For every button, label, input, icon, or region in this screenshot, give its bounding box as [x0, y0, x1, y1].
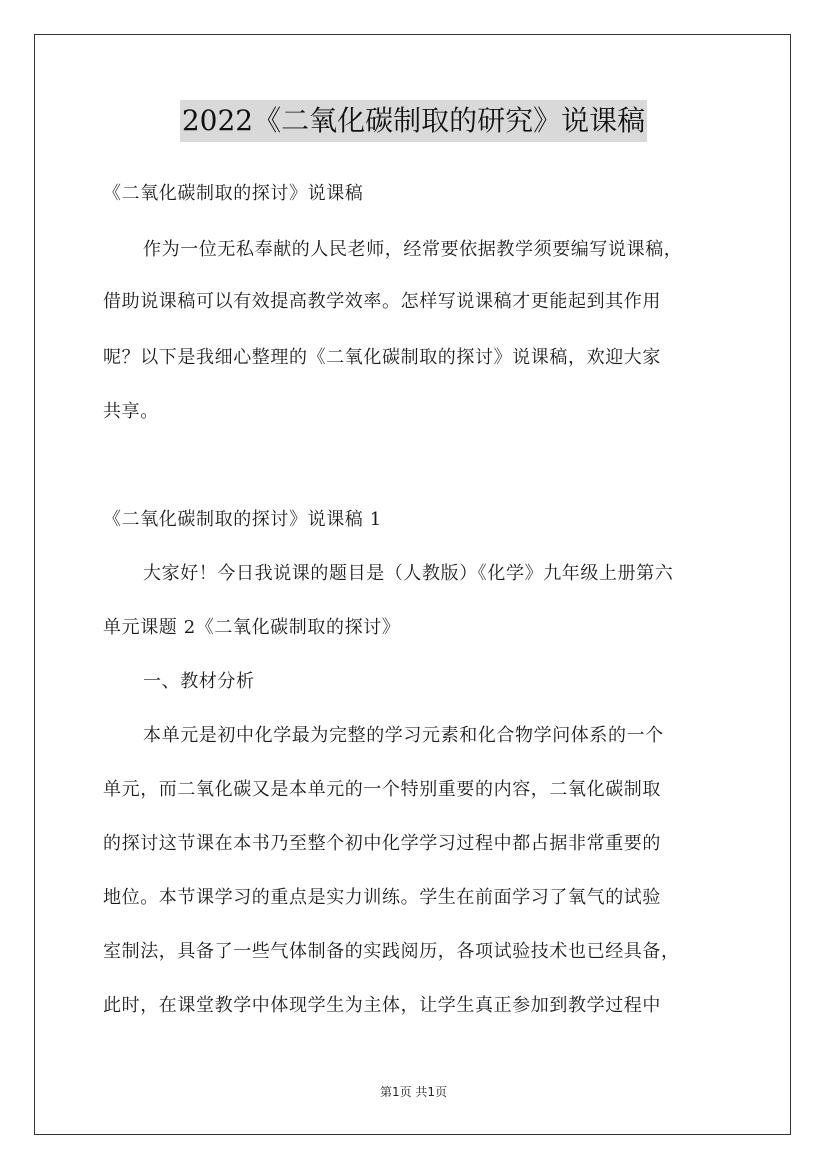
paragraph-line: 作为一位无私奉献的人民老师，经常要依据教学须要编写说课稿，	[143, 239, 683, 260]
title-container	[0, 100, 827, 142]
paragraph-line: 大家好！今日我说课的题目是（人教版）《化学》九年级上册第六	[143, 563, 674, 584]
paragraph-line: 借助说课稿可以有效提高教学效率。怎样写说课稿才更能起到其作用	[103, 291, 661, 312]
paragraph-line: 此时，在课堂教学中体现学生为主体，让学生真正参加到教学过程中	[103, 995, 661, 1016]
subtitle-line: 《二氧化碳制取的探讨》说课稿	[103, 183, 364, 204]
paragraph-line: 本单元是初中化学最为完整的学习元素和化合物学问体系的一个	[143, 725, 664, 746]
subsection-heading: 一、教材分析	[143, 671, 255, 692]
paragraph-line: 共享。	[103, 401, 159, 422]
document-title: 2022《二氧化碳制取的研究》说课稿	[180, 100, 647, 142]
paragraph-line: 室制法，具备了一些气体制备的实践阅历，各项试验技术也已经具备，	[103, 941, 680, 962]
section-heading: 《二氧化碳制取的探讨》说课稿 1	[103, 509, 382, 530]
paragraph-line: 单元，而二氧化碳又是本单元的一个特别重要的内容，二氧化碳制取	[103, 779, 661, 800]
paragraph-line: 的探讨这节课在本书乃至整个初中化学学习过程中都占据非常重要的	[103, 833, 661, 854]
paragraph-line: 单元课题 2《二氧化碳制取的探讨》	[103, 617, 401, 638]
paragraph-line: 地位。本节课学习的重点是实力训练。学生在前面学习了氧气的试验	[103, 887, 661, 908]
page-number-footer: 第1页 共1页	[379, 1085, 448, 1099]
paragraph-line: 呢？以下是我细心整理的《二氧化碳制取的探讨》说课稿，欢迎大家	[103, 347, 661, 368]
